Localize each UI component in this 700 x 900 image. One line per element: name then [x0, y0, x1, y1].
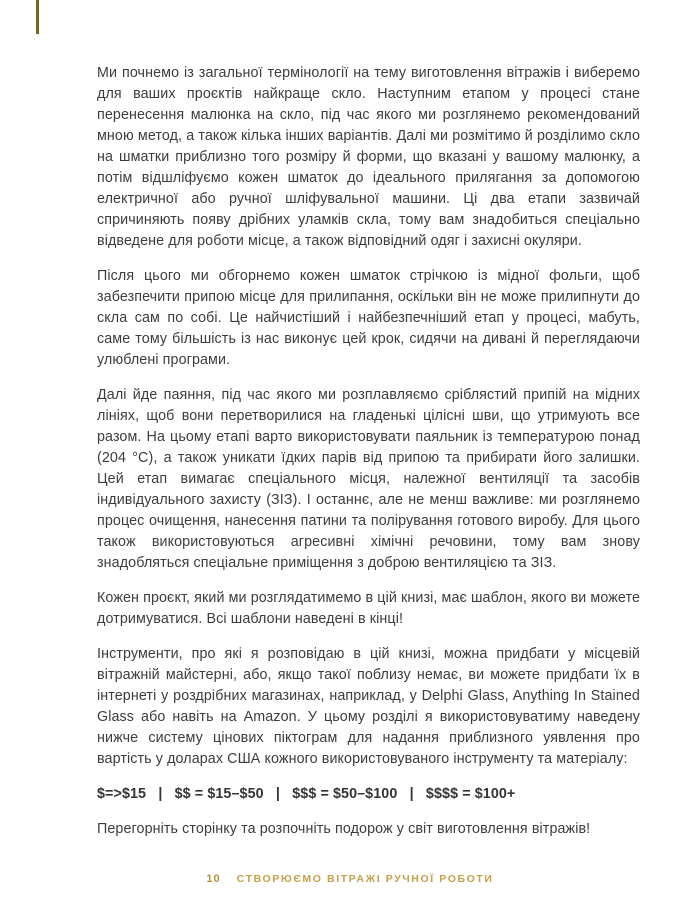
- page-body-text: [97, 63, 640, 854]
- body-paragraph: Далі йде паяння, під час якого ми розплавляємо сріблястий припій на мідних лініях, щоб вони перетворилися на гладенькі цілісні шви, що утримують все разом. На цьому етапі варто використовувати паяльник із температурою понад (204 °C), а також уникати їдких парів від припою та прибирати його залишки. Цей етап вимагає спеціального місця, належної вентиляції та засобів індивідуального захисту (ЗІЗ). І останнє, але не менш важливе: ми розглянемо процес очищення, нанесення патини та полірування готового виробу. Для цього також використовуються агресивні хімічні речовини, тому вам знову знадобляться спеціальне приміщення з доброю вентиляцією та ЗІЗ.: [97, 387, 640, 571]
- page-footer: [0, 873, 700, 885]
- body-paragraph: Інструменти, про які я розповідаю в цій книзі, можна придбати у місцевій вітражній майстерні, або, якщо такої поблизу немає, ви можете придбати їх в інтернеті у роздрібних магазинах, наприклад, у Delphi Glass, Anything In Stained Glass або навіть на Amazon. У цьому розділі я використовуватиму наведену нижче систему цінових піктограм для надання приблизного уявлення про вартість у доларах США кожного використовуваного інструменту та матеріалу:: [97, 646, 640, 767]
- body-paragraph: Ми почнемо із загальної термінології на тему виготовлення вітражів і виберемо для ваших проєктів найкраще скло. Наступним етапом у процесі стане перенесення малюнка на скло, під час якого ми розглянемо рекомендований мною метод, а також кілька інших варіантів. Далі ми розмітимо й розділимо скло на шматки приблизно того розміру й форми, що вказані у вашому малюнку, а потім відшліфуємо кожен шматок до ідеального прилягання за допомогою електричної або ручної шліфувальної машини. Ці два етапи зазвичай спричиняють появу дрібних уламків скла, тому вам знадобиться спеціально відведене для роботи місце, а також відповідний одяг і захисні окуляри.: [97, 65, 640, 249]
- body-paragraph: Кожен проєкт, який ми розглядатимемо в цій книзі, має шаблон, якого ви можете дотримуватися. Всі шаблони наведені в кінці!: [97, 590, 641, 627]
- page-number: 10: [206, 873, 221, 885]
- body-paragraph: Після цього ми обгорнемо кожен шматок стрічкою із мідної фольги, щоб забезпечити припою місце для прилипання, оскільки він не може прилипнути до скла сам по собі. Це найчистіший і найбезпечніший етап у процесі, мабуть, саме тому більшість із нас виконує цей крок, сидячи на дивані й переглядаючи улюблені програми.: [97, 268, 640, 368]
- page-edge-mark: [36, 0, 39, 34]
- closing-paragraph: Перегорніть сторінку та розпочніть подорож у світ виготовлення вітражів!: [97, 821, 591, 837]
- footer-book-title: СТВОРЮЄМО ВІТРАЖІ РУЧНОЇ РОБОТИ: [236, 873, 494, 885]
- price-legend-line: $=>$15 | $$ = $15–$50 | $$$ = $50–$100 | $$$$ = $100+: [97, 786, 516, 802]
